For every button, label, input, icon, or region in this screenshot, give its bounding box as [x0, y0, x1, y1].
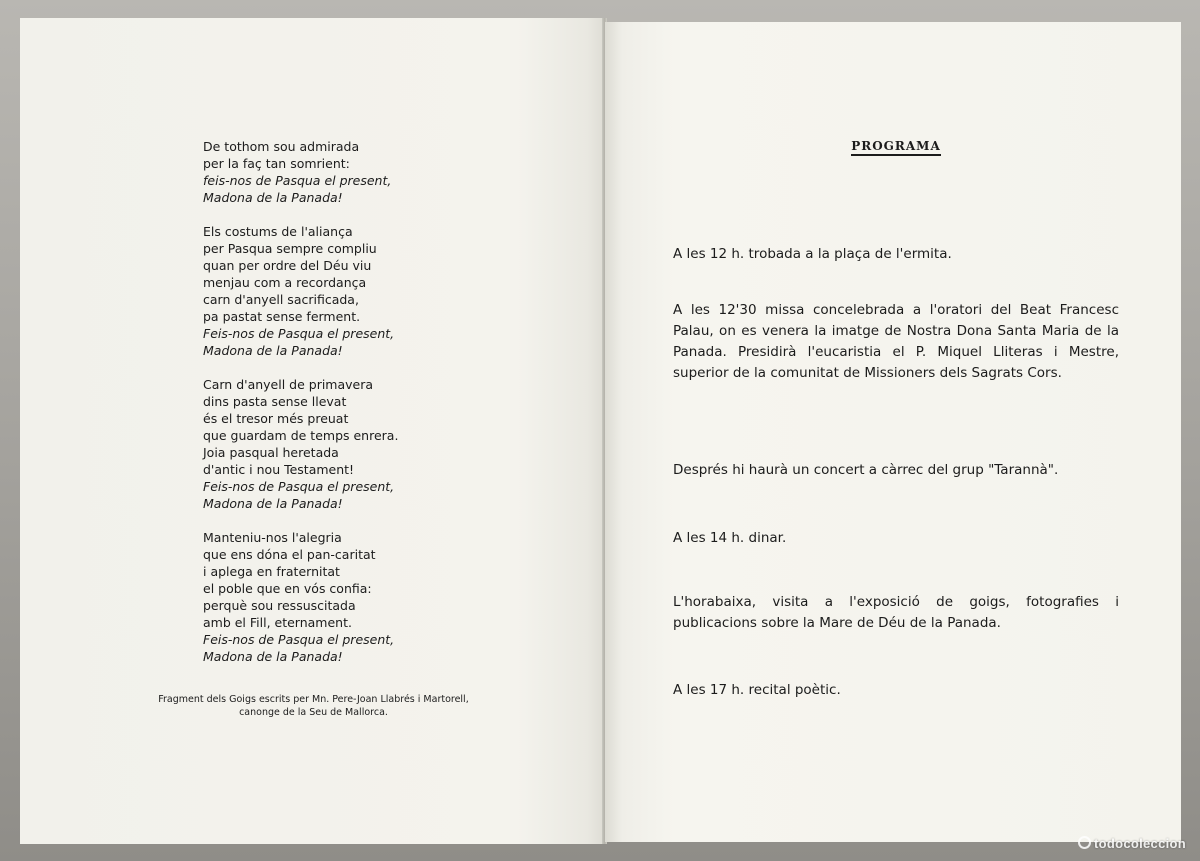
poem-attribution — [60, 693, 567, 719]
refrain-line: Madona de la Panada! — [203, 343, 343, 358]
refrain-line: Feis-nos de Pasqua el present, — [203, 326, 395, 341]
poem-line: per Pasqua sempre compliu — [203, 241, 377, 256]
poem-line: perquè sou ressuscitada — [203, 598, 356, 613]
poem-line: dins pasta sense llevat — [203, 394, 347, 409]
poem-line: De tothom sou admirada — [203, 139, 360, 154]
poem-line: per la faç tan somrient: — [203, 156, 350, 171]
program-item: L'horabaixa, visita a l'exposició de goigs, fotografies i publicacions sobre la Mare de Déu de la Panada. — [673, 594, 1119, 631]
poem-line: és el tresor més preuat — [203, 411, 349, 426]
poem-line: Joia pasqual heretada — [203, 445, 339, 460]
refrain-line: Madona de la Panada! — [203, 649, 343, 664]
watermark-text: todocoleccion — [1093, 836, 1186, 851]
refrain-line: Madona de la Panada! — [203, 190, 343, 205]
program-item: Després hi haurà un concert a càrrec del grup "Tarannà". — [673, 462, 1059, 478]
goigs-poem — [203, 138, 503, 682]
poem-line: quan per ordre del Déu viu — [203, 258, 372, 273]
poem-line: i aplega en fraternitat — [203, 564, 340, 579]
poem-line: que ens dóna el pan-caritat — [203, 547, 376, 562]
poem-line: Manteniu-nos l'alegria — [203, 530, 342, 545]
program-item: A les 12'30 missa concelebrada a l'oratori del Beat Francesc Palau, on es venera la imatge de Nostra Dona Santa Maria de la Panada. Presidirà l'eucaristia el P. Miquel Lliteras i Mestre, superior de la comunitat de Missioners dels Sagrats Cors. — [673, 302, 1119, 381]
poem-stanza — [203, 223, 503, 359]
refrain-line: Feis-nos de Pasqua el present, — [203, 632, 395, 647]
poem-line: amb el Fill, eternament. — [203, 615, 352, 630]
poem-stanza — [203, 376, 503, 512]
poem-line: menjau com a recordança — [203, 275, 367, 290]
poem-line: pa pastat sense ferment. — [203, 309, 361, 324]
attribution-line: Fragment dels Goigs escrits per Mn. Pere-Joan Llabrés i Martorell, — [158, 694, 469, 705]
watermark — [1078, 836, 1186, 851]
poem-line: que guardam de temps enrera. — [203, 428, 399, 443]
refrain-line: Madona de la Panada! — [203, 496, 343, 511]
poem-line: Carn d'anyell de primavera — [203, 377, 374, 392]
attribution-line: canonge de la Seu de Mallorca. — [239, 707, 388, 718]
refrain-line: Feis-nos de Pasqua el present, — [203, 479, 395, 494]
program-item: A les 12 h. trobada a la plaça de l'ermita. — [673, 246, 952, 262]
poem-line: el poble que en vós confia: — [203, 581, 372, 596]
programa-title: PROGRAMA — [851, 139, 941, 156]
poem-line: d'antic i nou Testament! — [203, 462, 355, 477]
poem-line: Els costums de l'aliança — [203, 224, 353, 239]
poem-line: carn d'anyell sacrificada, — [203, 292, 359, 307]
program-item: A les 14 h. dinar. — [673, 530, 787, 546]
poem-stanza — [203, 529, 503, 665]
poem-stanza — [203, 138, 503, 206]
watermark-logo-icon — [1078, 836, 1091, 849]
programa-heading — [605, 137, 1187, 155]
program-item: A les 17 h. recital poètic. — [673, 682, 841, 698]
refrain-line: feis-nos de Pasqua el present, — [203, 173, 392, 188]
